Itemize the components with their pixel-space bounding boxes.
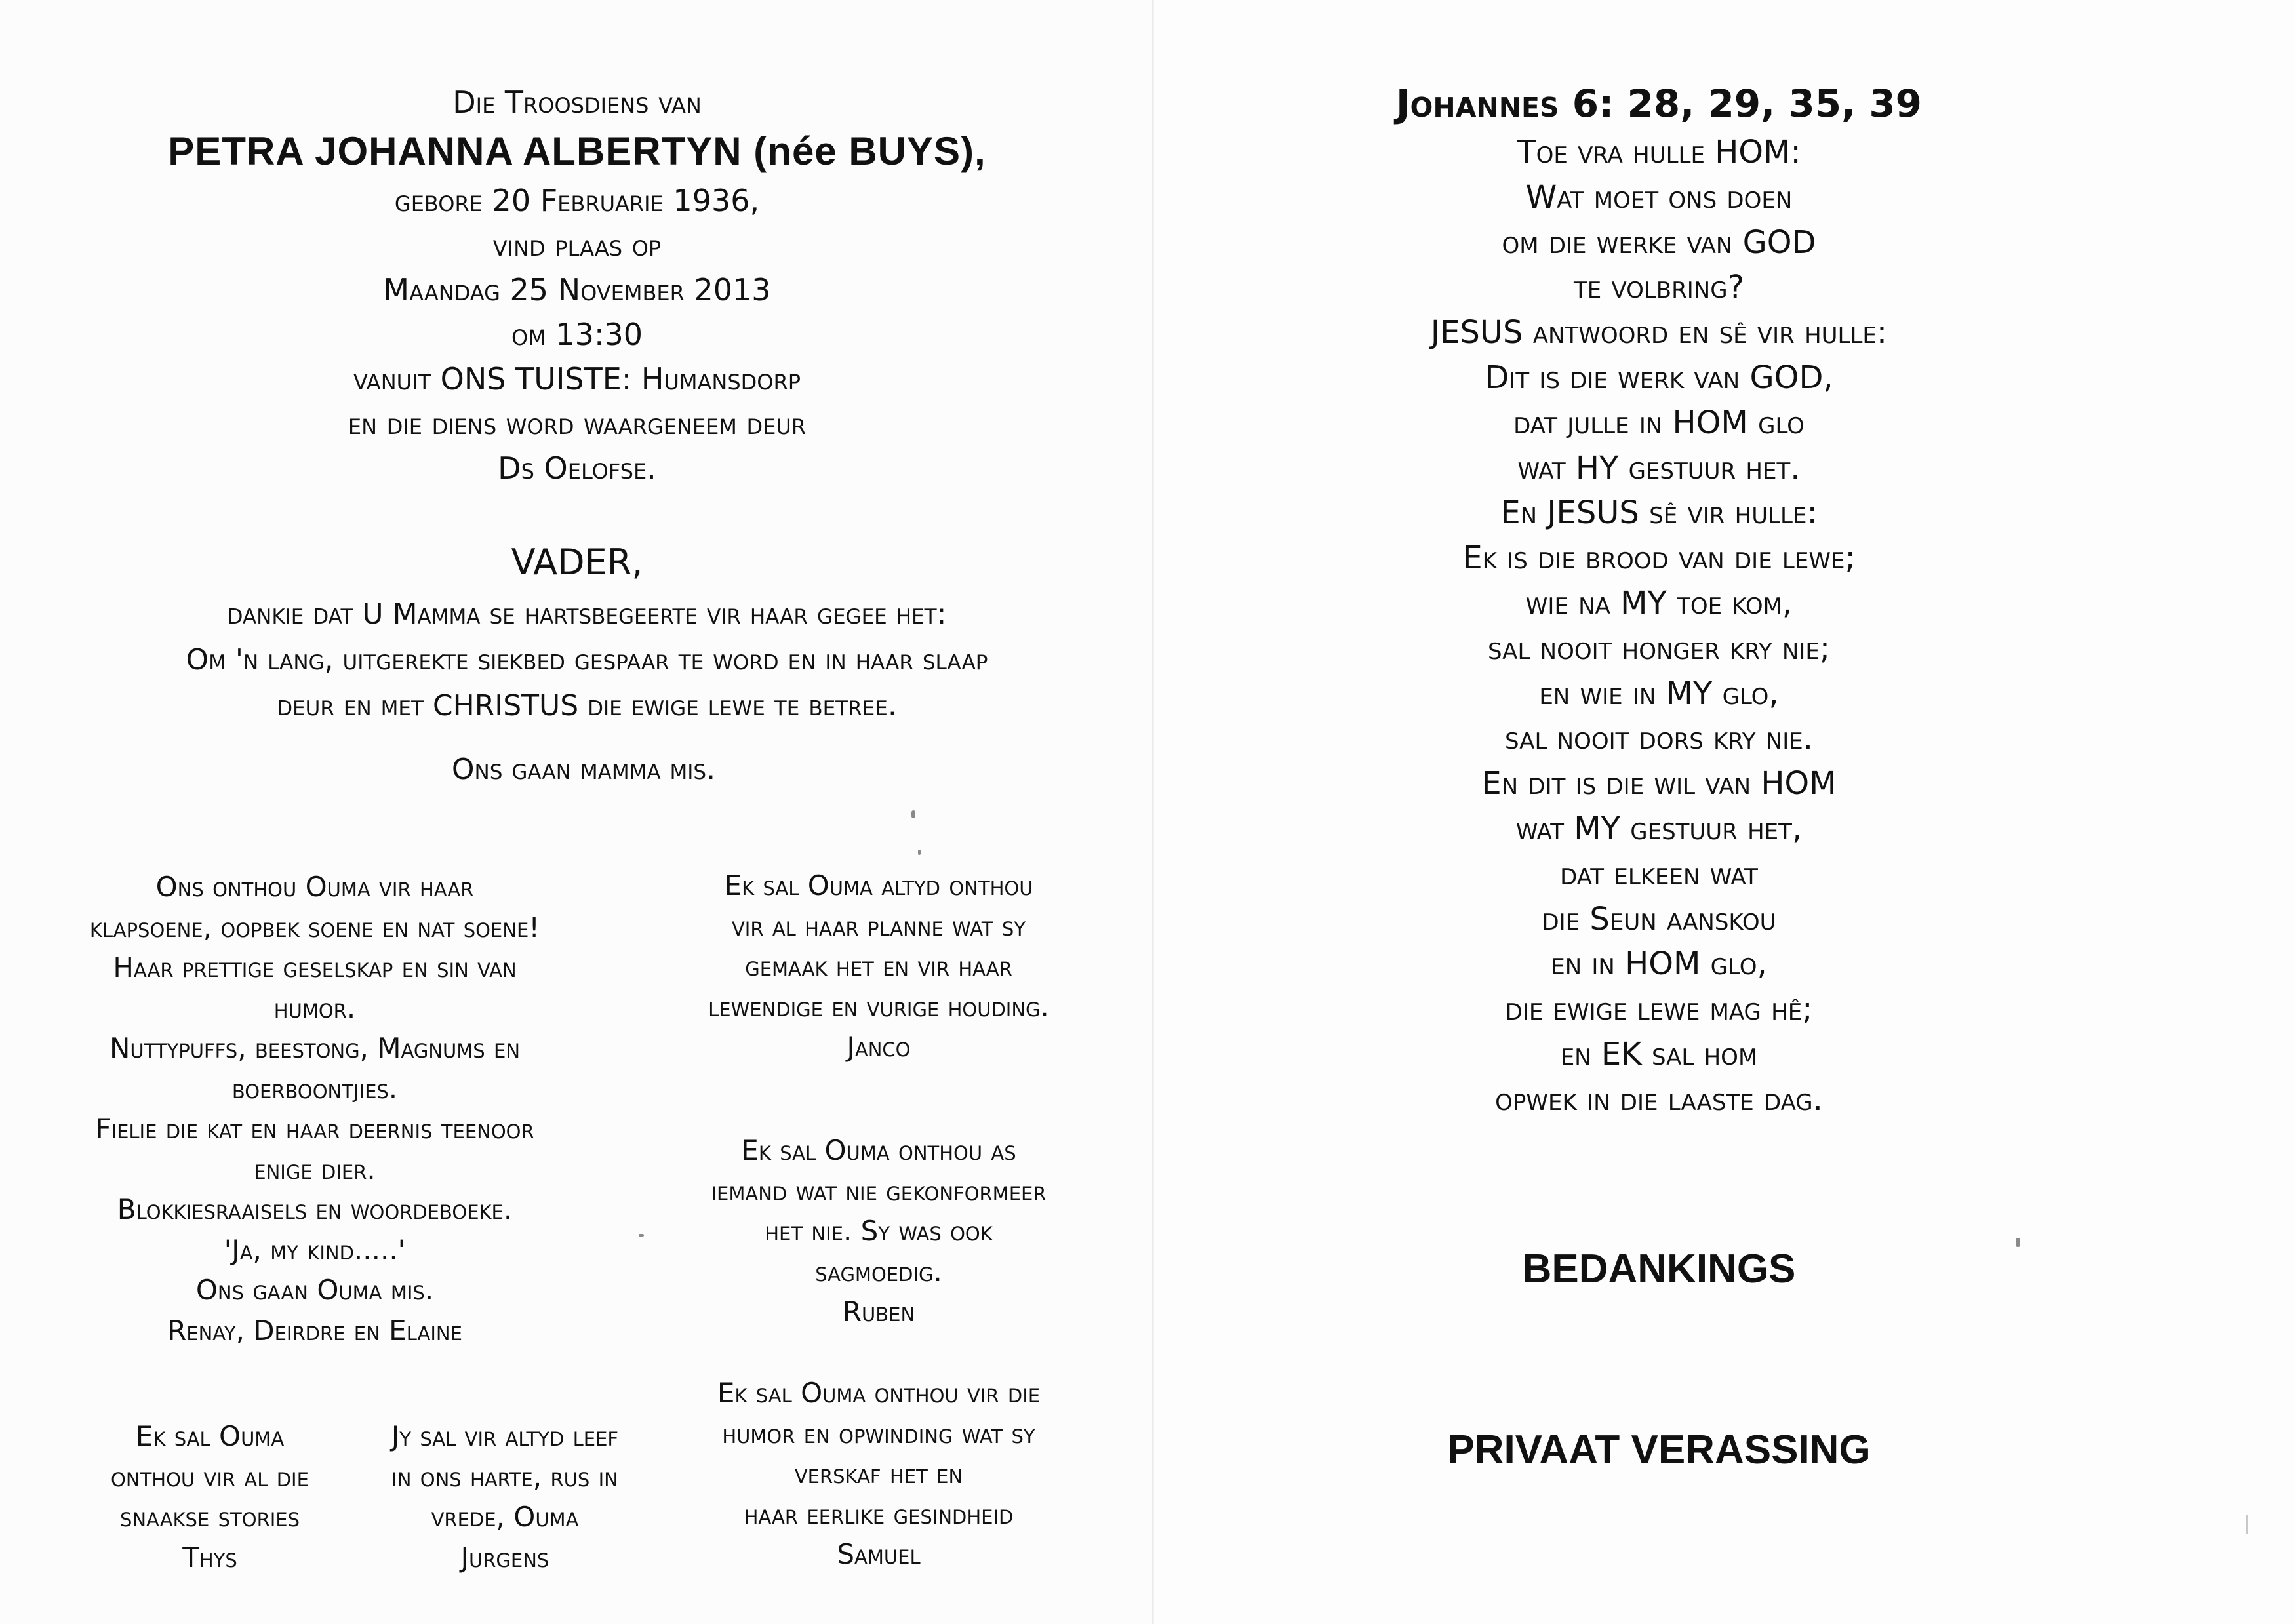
tribute-signature: Ruben (842, 1296, 915, 1328)
scripture-line: Ek is die brood van die lewe; (1462, 540, 1856, 577)
tribute-signature: Jurgens (460, 1541, 549, 1574)
tribute-line: verskaf het en (794, 1457, 963, 1490)
tribute-line: enige dier. (254, 1153, 376, 1185)
tribute-signature: Samuel (837, 1538, 921, 1570)
scripture-line: te volbring? (1573, 269, 1745, 306)
tribute-line: iemand wat nie gekonformeer (711, 1174, 1047, 1207)
tribute-janco (656, 865, 1102, 1067)
tribute-line: klapsoene, oopbek soene en nat soene! (89, 911, 540, 943)
tribute-line: Jy sal vir altyd leef (391, 1420, 619, 1452)
intro-line: Die Troosdiens van (452, 85, 702, 120)
tribute-line: Fielie die kat en haar deernis teenoor (95, 1113, 534, 1145)
tribute-line: snaakse stories (119, 1501, 300, 1533)
tribute-ruben (656, 1130, 1102, 1332)
scripture-line: dat julle in HOM glo (1513, 404, 1805, 441)
scan-speck (2016, 1238, 2020, 1247)
intro-line: vind plaas op (492, 228, 662, 263)
tribute-line: in ons harte, rus in (391, 1460, 618, 1493)
service-time: om 13:30 (511, 317, 643, 352)
tribute-line: onthou vir al die (111, 1460, 309, 1493)
scripture-line: Wat moet ons doen (1525, 178, 1793, 216)
deceased-name: PETRA JOHANNA ALBERTYN (née BUYS), (168, 129, 986, 173)
cremation-heading: PRIVAAT VERASSING (1447, 1427, 1871, 1473)
tribute-line: gemaak het en vir haar (745, 950, 1012, 982)
prayer-heading: VADER, (511, 542, 643, 583)
prayer-closing: Ons gaan mamma mis. (451, 753, 716, 786)
tribute-signature: Thys (182, 1541, 237, 1574)
scripture-line: dat elkeen wat (1560, 855, 1758, 892)
minister-name: Ds Oelofse. (498, 450, 656, 486)
tribute-line: boerboontjies. (231, 1072, 398, 1105)
tribute-samuel (656, 1373, 1102, 1575)
scripture-line: Dit is die werk van GOD, (1485, 359, 1833, 396)
tribute-line: Blokkiesraaisels en woordeboeke. (117, 1193, 513, 1225)
scripture-line: en in HOM glo, (1551, 945, 1767, 983)
scan-speck (918, 850, 921, 855)
tribute-line: lewendige en vurige houding. (708, 990, 1049, 1023)
scan-speck (639, 1234, 644, 1237)
prayer-text (0, 591, 1174, 729)
tribute-jurgens (354, 1416, 656, 1577)
tribute-signature: Renay, Deirdre en Elaine (167, 1314, 462, 1347)
scripture-line: JESUS antwoord en sê vir hulle: (1430, 314, 1888, 351)
service-place: vanuit ONS TUISTE: Humansdorp (353, 361, 801, 397)
tribute-line: Ons gaan Ouma mis. (195, 1274, 434, 1306)
scripture-passage (1154, 130, 2164, 1122)
service-announcement (0, 80, 1154, 490)
thanks-heading: BEDANKINGS (1522, 1246, 1796, 1292)
prayer-line: Om 'n lang, uitgerekte siekbed gespaar te word en in haar slaap (186, 643, 988, 677)
scripture-line: en EK sal hom (1560, 1035, 1758, 1073)
scripture-line: En JESUS sê vir hulle: (1500, 494, 1818, 532)
tribute-line: Haar prettige geselskap en sin van (113, 951, 517, 983)
tribute-line: vir al haar planne wat sy (731, 909, 1026, 942)
scan-speck (911, 810, 915, 818)
scripture-line: wat MY gestuur het, (1515, 810, 1803, 847)
tribute-thys (72, 1416, 348, 1577)
right-page (1154, 0, 2295, 1624)
scripture-line: om die werke van GOD (1502, 224, 1816, 261)
tribute-line: humor. (273, 991, 356, 1024)
tribute-line: het nie. Sy was ook (765, 1215, 993, 1247)
scripture-line: opwek in die laaste dag. (1495, 1080, 1823, 1118)
tribute-line: vrede, Ouma (431, 1501, 579, 1533)
service-date: Maandag 25 November 2013 (383, 272, 771, 307)
scripture-line: en wie in MY glo, (1539, 675, 1779, 712)
scripture-line: Toe vra hulle HOM: (1517, 134, 1801, 170)
scripture-line: die ewige lewe mag hê; (1505, 991, 1813, 1028)
tribute-line: haar eerlike gesindheid (744, 1497, 1014, 1530)
prayer-line: deur en met CHRISTUS die ewige lewe te betree. (277, 689, 897, 723)
prayer-line: dankie dat U Mamma se hartsbegeerte vir haar gegee het: (227, 597, 947, 631)
tribute-family (52, 867, 577, 1351)
scripture-line: wie na MY toe kom, (1525, 584, 1793, 622)
tribute-line: Nuttypuffs, beestong, Magnums en (109, 1032, 521, 1064)
scripture-line: En dit is die wil van HOM (1481, 765, 1837, 802)
scan-speck (2246, 1515, 2248, 1534)
tribute-line: humor en opwinding wat sy (722, 1417, 1035, 1450)
tribute-line: Ons onthou Ouma vir haar (155, 871, 474, 903)
tribute-line: Ek sal Ouma onthou vir die (717, 1377, 1041, 1409)
tribute-signature: Janco (847, 1031, 911, 1063)
scripture-line: sal nooit honger kry nie; (1487, 629, 1831, 667)
scripture-line: sal nooit dors kry nie. (1504, 720, 1814, 757)
tribute-line: Ek sal Ouma onthou as (741, 1134, 1016, 1166)
tribute-line: 'Ja, my kind.....' (224, 1233, 406, 1266)
scripture-line: die Seun aanskou (1542, 900, 1776, 938)
birth-date: gebore 20 Februarie 1936, (394, 183, 760, 218)
tribute-line: Ek sal Ouma altyd onthou (724, 869, 1033, 901)
tribute-line: sagmoedig. (815, 1255, 942, 1288)
scripture-reference: Johannes 6: 28, 29, 35, 39 (1395, 81, 1923, 126)
intro-line: en die diens word waargeneem deur (348, 406, 807, 441)
scripture-line: wat HY gestuur het. (1517, 449, 1801, 486)
tribute-line: Ek sal Ouma (135, 1420, 285, 1452)
